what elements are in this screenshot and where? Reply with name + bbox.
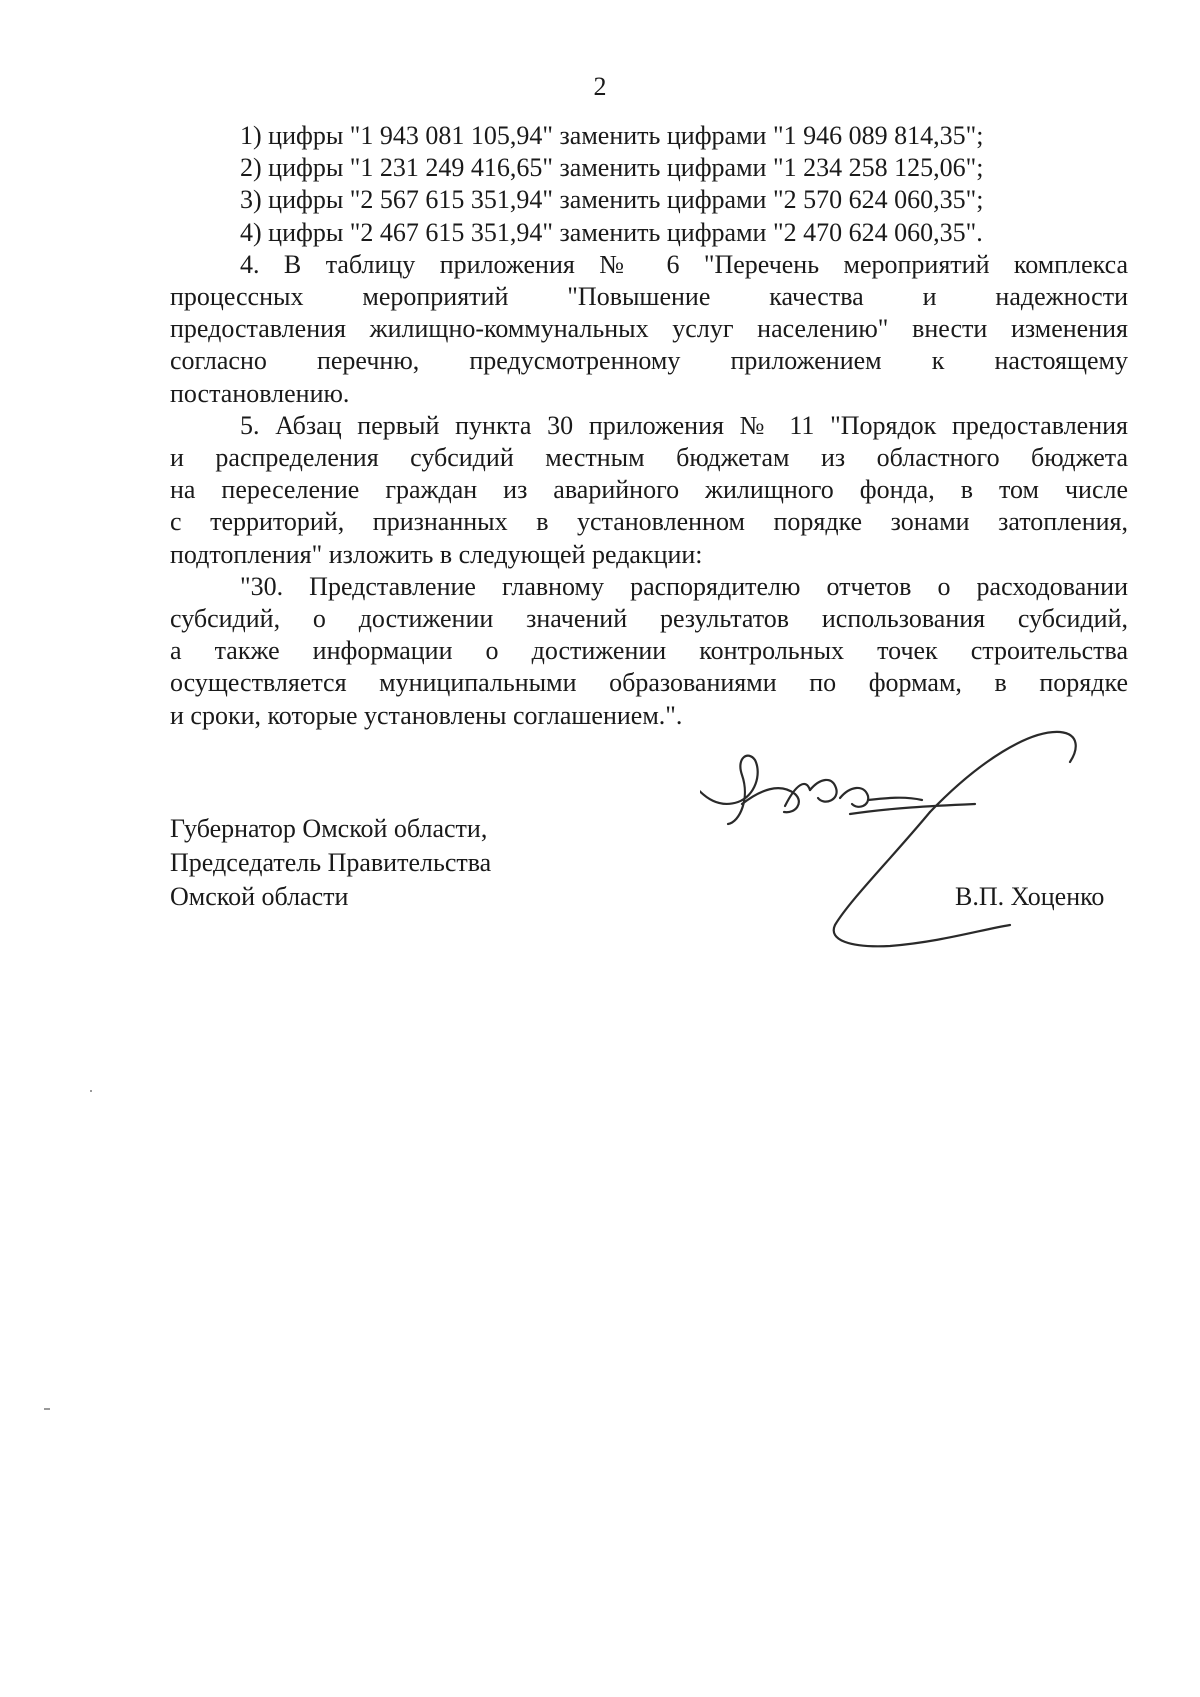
amendment-line-3: 3) цифры "2 567 615 351,94" заменить цифрами "2 570 624 060,35"; xyxy=(240,185,984,215)
paragraph-4-line-2: процессных мероприятий "Повышение качества и надежности xyxy=(170,282,1128,312)
quoted-clause-line-1: "30. Представление главному распорядителю отчетов о расходовании xyxy=(240,571,1128,601)
paragraph-5-line-5: подтопления" изложить в следующей редакции: xyxy=(170,539,703,569)
signatory-name: В.П. Хоценко xyxy=(955,882,1105,911)
paragraph-4-line-4: согласно перечню, предусмотренному приложением к настоящему xyxy=(170,346,1128,376)
quoted-clause-line-2: субсидий, о достижении значений результатов использования субсидий, xyxy=(170,604,1128,634)
paragraph-4-line-3: предоставления жилищно-коммунальных услуг населению" внести изменения xyxy=(170,314,1128,344)
amendment-line-1: 1) цифры "1 943 081 105,94" заменить цифрами "1 946 089 814,35"; xyxy=(240,121,984,150)
scan-speck xyxy=(44,1408,50,1410)
page-number: 2 xyxy=(593,72,607,101)
document-body xyxy=(170,120,1128,732)
quoted-clause-line-5: и сроки, которые установлены соглашением.". xyxy=(170,700,683,730)
quoted-clause-line-4: осуществляется муниципальными образованиями по формам, в порядке xyxy=(170,668,1128,698)
amendment-line-2: 2) цифры "1 231 249 416,65" заменить цифрами "1 234 258 125,06"; xyxy=(240,153,984,183)
quoted-clause-line-3: а также информации о достижении контрольных точек строительства xyxy=(170,636,1128,666)
signatory-title-line-1: Губернатор Омской области, xyxy=(170,814,488,843)
amendment-line-4: 4) цифры "2 467 615 351,94" заменить цифрами "2 470 624 060,35". xyxy=(240,217,983,247)
signatory-title-line-2: Председатель Правительства xyxy=(170,848,492,877)
scan-speck xyxy=(90,1090,92,1092)
paragraph-5-line-4: с территорий, признанных в установленном порядке зонами затопления, xyxy=(170,507,1128,537)
paragraph-5-line-3: на переселение граждан из аварийного жилищного фонда, в том числе xyxy=(170,475,1128,505)
handwritten-signature xyxy=(700,720,1130,960)
paragraph-4-line-1: 4. В таблицу приложения № 6 "Перечень мероприятий комплекса xyxy=(240,249,1128,279)
paragraph-5-line-2: и распределения субсидий местным бюджетам из областного бюджета xyxy=(170,443,1128,473)
paragraph-4-line-5: постановлению. xyxy=(170,378,350,408)
signatory-title-line-3: Омской области xyxy=(170,882,349,911)
signatory-title xyxy=(170,812,491,914)
paragraph-5-line-1: 5. Абзац первый пункта 30 приложения № 11 "Порядок предоставления xyxy=(240,410,1128,440)
